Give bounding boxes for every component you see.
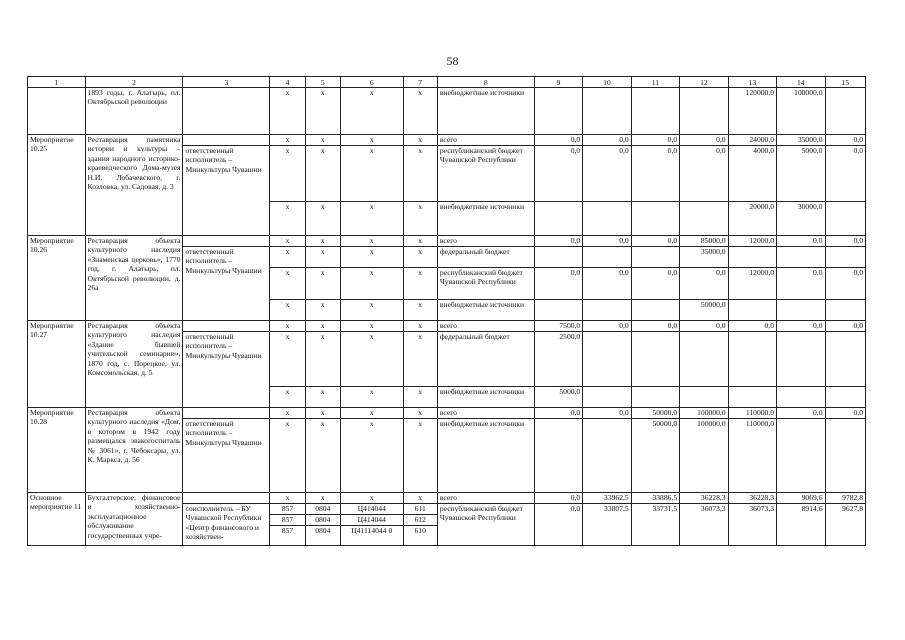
event-label: Основное мероприятие 11 — [28, 493, 86, 546]
table-row: x x x x внебюджетные источники 50000,0 — [28, 300, 866, 321]
col-header: 6 — [340, 77, 403, 88]
responsible: ответственный исполнитель – Минкультуры Чувашии — [183, 146, 270, 236]
table-row: Мероприятие 10.25 Реставрация памятника истории и культуры – здания народного историко-краеведческого Дома-музея Н.И. Лобачевского, г. Козловка, ул. Садовая, д. 3 x x x x всего 0,0 0,0 0,0 0,0 24000,0 35000,0 0,0 — [28, 135, 866, 146]
table-row: 857 0804 Ц41114044 0 610 — [28, 526, 866, 546]
table-row: Мероприятие 10.26 Реставрация объекта культурного наследия «Знаменская церковь», 1770 год, г. Алатырь, пл. Октябрьской революции, д. 26а x x x x всего 0,0 0,0 0,0 85000,0 12000,0 0,0 0,0 — [28, 236, 866, 247]
event-name: Реставрация памятника истории и культуры – здания народного историко-краеведческого Дома-музея Н.И. Лобачевского, г. Козловка, ул. Садовая, д. 3 — [85, 135, 183, 236]
table-row: x x x x внебюджетные источники 5000,0 — [28, 387, 866, 408]
col-header: 4 — [270, 77, 305, 88]
event-name: Реставрация объекта культурного наследия «Дом, в котором в 1942 году размещался эвакогоспиталь № 3061», г. Чебоксары, ул. К. Маркса, д. 56 — [85, 408, 183, 493]
funding-source: внебюджетные источники — [437, 88, 534, 135]
col-header: 15 — [825, 77, 866, 88]
col-header: 7 — [403, 77, 437, 88]
table-row: ответственный исполнитель – Минкультуры Чувашии x x x x республиканский бюджет Чувашской Республики 0,0 0,0 0,0 0,0 4000,0 5000,0 0,0 — [28, 146, 866, 202]
table-row: 1893 годы, г. Алатырь, пл. Октябрьской революции x x x x внебюджетные источники 120000,0 100000,0 — [28, 88, 866, 135]
event-label: Мероприятие 10.26 — [28, 236, 86, 321]
table-row: ответственный исполнитель – Минкультуры Чувашии x x x x внебюджетные источники 50000,0 100000,0 110000,0 — [28, 419, 866, 493]
budget-table — [27, 76, 866, 546]
table-row: x x x x республиканский бюджет Чувашской Республики 0,0 0,0 0,0 0,0 12000,0 0,0 0,0 — [28, 268, 866, 300]
table-row: ответственный исполнитель – Минкультуры Чувашии x x x x федеральный бюджет 35000,0 — [28, 247, 866, 268]
table-row: 857 0804 Ц414044 612 — [28, 515, 866, 526]
responsible: ответственный исполнитель – Минкультуры Чувашии — [183, 332, 270, 408]
table-row: соисполнитель – БУ Чувашской Республики «Центр финансового и хозяйствен- 857 0804 Ц414044 611 республиканский бюджет Чувашской Республики 0,0 33807,5 33731,5 36073,3 36073,3 8914,6 9627,8 — [28, 504, 866, 515]
col-header: 5 — [305, 77, 340, 88]
event-name: Реставрация объекта культурного наследия «Знаменская церковь», 1770 год, г. Алатырь, пл. Октябрьской революции, д. 26а — [85, 236, 183, 321]
page-number: 58 — [446, 54, 459, 68]
col-header: 3 — [183, 77, 270, 88]
col-header: 2 — [85, 77, 183, 88]
event-label: Мероприятие 10.28 — [28, 408, 86, 493]
col-header: 1 — [28, 77, 86, 88]
table-row: Основное мероприятие 11 Бухгалтерское, финансовое и хозяйственно-эксплуатационное обслуживание государственных учре- x x x x всего 0,0 33962,5 33886,5 36228,3 36228,3 9069,6 9782,8 — [28, 493, 866, 504]
table-row: Мероприятие 10.28 Реставрация объекта культурного наследия «Дом, в котором в 1942 году размещался эвакогоспиталь № 3061», г. Чебоксары, ул. К. Маркса, д. 56 x x x x всего 0,0 0,0 50000,0 100000,0 110000,0 0,0 0,0 — [28, 408, 866, 419]
event-label: Мероприятие 10.27 — [28, 321, 86, 408]
responsible: ответственный исполнитель – Минкультуры Чувашии — [183, 419, 270, 493]
event-name: Реставрация объекта культурного наследия «Здание бывшей учительской семинарии», 1870 год, с. Порецкое, ул. Комсомольская, д. 5 — [85, 321, 183, 408]
responsible: соисполнитель – БУ Чувашской Республики «Центр финансового и хозяйствен- — [183, 504, 270, 546]
col-header: 11 — [631, 77, 679, 88]
table-row: x x x x внебюджетные источники 20000,0 30000,0 — [28, 202, 866, 236]
responsible: ответственный исполнитель – Минкультуры Чувашии — [183, 247, 270, 321]
col-header: 13 — [728, 77, 776, 88]
event-label: Мероприятие 10.25 — [28, 135, 86, 236]
header-row — [28, 77, 866, 88]
col-header: 8 — [437, 77, 534, 88]
col-header: 14 — [777, 77, 825, 88]
col-header: 10 — [583, 77, 631, 88]
event-name: Бухгалтерское, финансовое и хозяйственно-эксплуатационное обслуживание государственных учре- — [85, 493, 183, 546]
col-header: 12 — [680, 77, 728, 88]
event-name: 1893 годы, г. Алатырь, пл. Октябрьской революции — [85, 88, 183, 135]
table-row: ответственный исполнитель – Минкультуры Чувашии x x x x федеральный бюджет 2500,0 — [28, 332, 866, 387]
col-header: 9 — [534, 77, 582, 88]
table-row: Мероприятие 10.27 Реставрация объекта культурного наследия «Здание бывшей учительской семинарии», 1870 год, с. Порецкое, ул. Комсомольская, д. 5 x x x x всего 7500,0 0,0 0,0 0,0 0,0 0,0 0,0 — [28, 321, 866, 332]
